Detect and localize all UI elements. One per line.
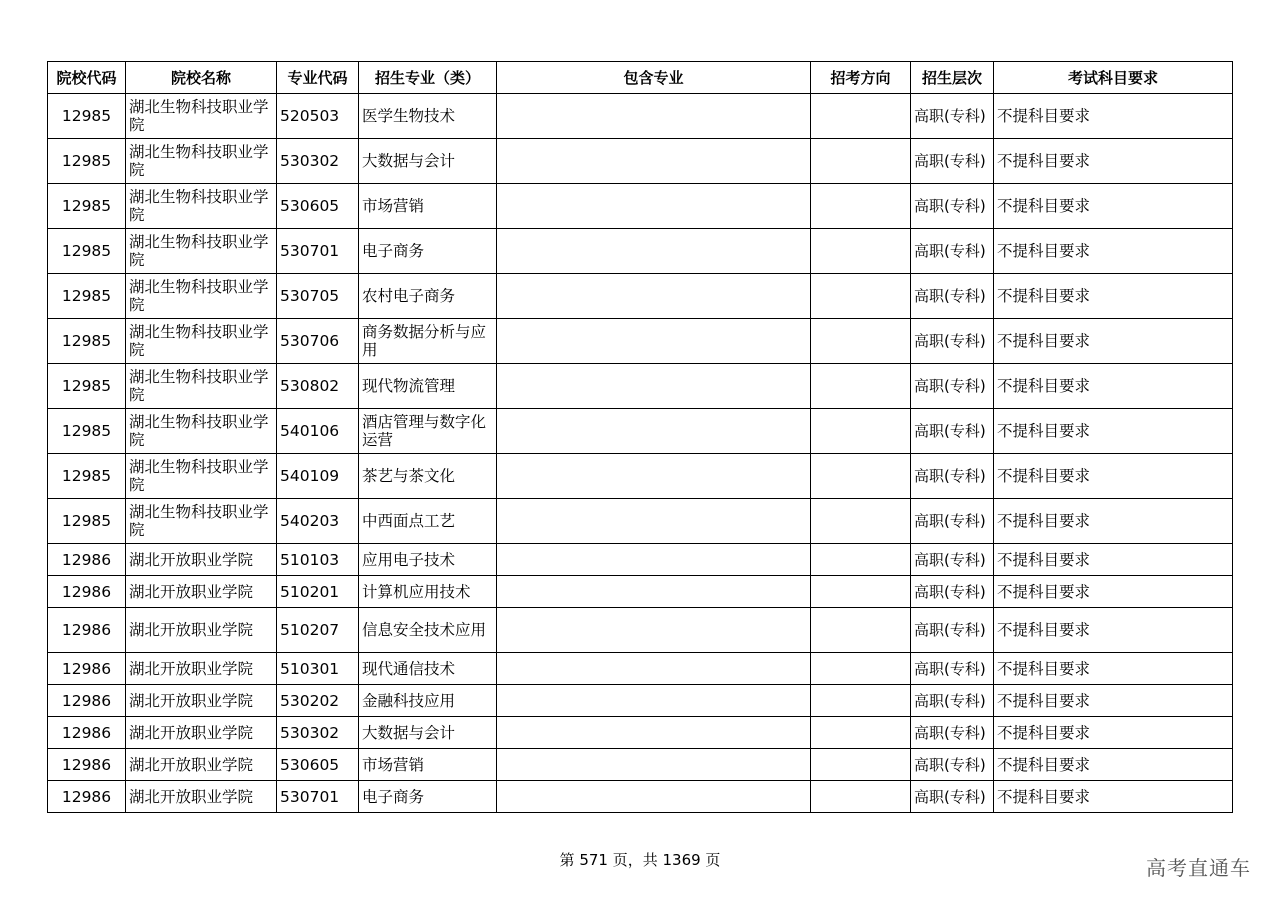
cell-level: 高职(专科) (911, 685, 994, 717)
cell-subject-requirement: 不提科目要求 (994, 319, 1233, 364)
cell-major: 酒店管理与数字化运营 (359, 409, 497, 454)
header-subject-requirement: 考试科目要求 (994, 62, 1233, 94)
cell-school-name: 湖北生物科技职业学院 (126, 229, 277, 274)
cell-school-name: 湖北生物科技职业学院 (126, 139, 277, 184)
cell-major-code: 540106 (277, 409, 359, 454)
cell-school-code: 12986 (48, 653, 126, 685)
cell-major: 茶艺与茶文化 (359, 454, 497, 499)
cell-level: 高职(专科) (911, 781, 994, 813)
cell-subject-requirement: 不提科目要求 (994, 409, 1233, 454)
cell-direction (811, 139, 911, 184)
cell-major-code: 530302 (277, 139, 359, 184)
cell-subject-requirement: 不提科目要求 (994, 781, 1233, 813)
cell-major: 大数据与会计 (359, 139, 497, 184)
cell-school-code: 12985 (48, 274, 126, 319)
cell-level: 高职(专科) (911, 717, 994, 749)
cell-level: 高职(专科) (911, 94, 994, 139)
table-row (48, 653, 1233, 685)
cell-major: 电子商务 (359, 781, 497, 813)
cell-major: 现代物流管理 (359, 364, 497, 409)
cell-direction (811, 685, 911, 717)
cell-school-code: 12985 (48, 94, 126, 139)
cell-major: 市场营销 (359, 184, 497, 229)
table-row (48, 229, 1233, 274)
cell-level: 高职(专科) (911, 544, 994, 576)
cell-direction (811, 608, 911, 653)
table-row (48, 781, 1233, 813)
cell-school-name: 湖北开放职业学院 (126, 544, 277, 576)
watermark: 高考直通车 (1146, 856, 1251, 880)
table-row (48, 749, 1233, 781)
cell-major: 中西面点工艺 (359, 499, 497, 544)
header-major-code: 专业代码 (277, 62, 359, 94)
cell-school-code: 12985 (48, 184, 126, 229)
cell-major-code: 540203 (277, 499, 359, 544)
cell-school-name: 湖北生物科技职业学院 (126, 94, 277, 139)
header-school-name: 院校名称 (126, 62, 277, 94)
cell-included-majors (497, 544, 811, 576)
cell-major-code: 530701 (277, 781, 359, 813)
cell-school-code: 12986 (48, 717, 126, 749)
cell-subject-requirement: 不提科目要求 (994, 608, 1233, 653)
cell-school-code: 12986 (48, 576, 126, 608)
cell-major: 电子商务 (359, 229, 497, 274)
cell-major: 应用电子技术 (359, 544, 497, 576)
cell-school-name: 湖北开放职业学院 (126, 576, 277, 608)
cell-major: 大数据与会计 (359, 717, 497, 749)
cell-major: 信息安全技术应用 (359, 608, 497, 653)
table-row (48, 499, 1233, 544)
cell-school-code: 12986 (48, 749, 126, 781)
cell-subject-requirement: 不提科目要求 (994, 749, 1233, 781)
cell-major-code: 510103 (277, 544, 359, 576)
cell-major-code: 530701 (277, 229, 359, 274)
cell-major-code: 530302 (277, 717, 359, 749)
cell-major: 农村电子商务 (359, 274, 497, 319)
cell-major-code: 530605 (277, 749, 359, 781)
cell-included-majors (497, 454, 811, 499)
cell-level: 高职(专科) (911, 409, 994, 454)
cell-level: 高职(专科) (911, 139, 994, 184)
cell-subject-requirement: 不提科目要求 (994, 229, 1233, 274)
cell-subject-requirement: 不提科目要求 (994, 685, 1233, 717)
cell-school-name: 湖北生物科技职业学院 (126, 184, 277, 229)
cell-subject-requirement: 不提科目要求 (994, 139, 1233, 184)
cell-subject-requirement: 不提科目要求 (994, 717, 1233, 749)
cell-subject-requirement: 不提科目要求 (994, 94, 1233, 139)
cell-subject-requirement: 不提科目要求 (994, 184, 1233, 229)
cell-subject-requirement: 不提科目要求 (994, 499, 1233, 544)
cell-included-majors (497, 749, 811, 781)
table-row (48, 717, 1233, 749)
cell-level: 高职(专科) (911, 576, 994, 608)
cell-school-code: 12986 (48, 781, 126, 813)
cell-direction (811, 544, 911, 576)
cell-major: 商务数据分析与应用 (359, 319, 497, 364)
cell-school-name: 湖北开放职业学院 (126, 608, 277, 653)
cell-direction (811, 454, 911, 499)
cell-direction (811, 576, 911, 608)
cell-school-code: 12985 (48, 364, 126, 409)
cell-level: 高职(专科) (911, 229, 994, 274)
cell-major: 现代通信技术 (359, 653, 497, 685)
cell-included-majors (497, 274, 811, 319)
cell-major: 金融科技应用 (359, 685, 497, 717)
cell-direction (811, 319, 911, 364)
cell-level: 高职(专科) (911, 319, 994, 364)
cell-school-name: 湖北生物科技职业学院 (126, 364, 277, 409)
cell-school-code: 12986 (48, 608, 126, 653)
page-number: 第 571 页，共 1369 页 (559, 851, 721, 869)
cell-included-majors (497, 184, 811, 229)
cell-school-name: 湖北开放职业学院 (126, 717, 277, 749)
table-row (48, 184, 1233, 229)
cell-level: 高职(专科) (911, 749, 994, 781)
cell-included-majors (497, 608, 811, 653)
cell-school-code: 12985 (48, 454, 126, 499)
table-row (48, 364, 1233, 409)
cell-school-code: 12985 (48, 409, 126, 454)
cell-included-majors (497, 499, 811, 544)
cell-included-majors (497, 576, 811, 608)
admission-table (47, 61, 1233, 813)
cell-subject-requirement: 不提科目要求 (994, 454, 1233, 499)
table-row (48, 608, 1233, 653)
cell-major-code: 530605 (277, 184, 359, 229)
cell-direction (811, 409, 911, 454)
cell-level: 高职(专科) (911, 608, 994, 653)
cell-major-code: 530202 (277, 685, 359, 717)
cell-direction (811, 781, 911, 813)
header-direction: 招考方向 (811, 62, 911, 94)
cell-direction (811, 274, 911, 319)
cell-school-name: 湖北生物科技职业学院 (126, 499, 277, 544)
table-row (48, 544, 1233, 576)
cell-subject-requirement: 不提科目要求 (994, 274, 1233, 319)
table-row (48, 94, 1233, 139)
cell-included-majors (497, 685, 811, 717)
cell-direction (811, 364, 911, 409)
cell-direction (811, 184, 911, 229)
header-major: 招生专业（类） (359, 62, 497, 94)
cell-school-name: 湖北开放职业学院 (126, 685, 277, 717)
cell-school-code: 12986 (48, 544, 126, 576)
table-row (48, 139, 1233, 184)
cell-school-code: 12985 (48, 229, 126, 274)
cell-school-name: 湖北生物科技职业学院 (126, 274, 277, 319)
table-row (48, 409, 1233, 454)
cell-subject-requirement: 不提科目要求 (994, 544, 1233, 576)
cell-school-code: 12985 (48, 499, 126, 544)
cell-included-majors (497, 94, 811, 139)
cell-major: 计算机应用技术 (359, 576, 497, 608)
table-body (48, 94, 1233, 813)
cell-major-code: 530706 (277, 319, 359, 364)
cell-major-code: 530802 (277, 364, 359, 409)
table-row (48, 454, 1233, 499)
table-row (48, 274, 1233, 319)
cell-school-name: 湖北生物科技职业学院 (126, 319, 277, 364)
cell-major-code: 510201 (277, 576, 359, 608)
cell-major-code: 520503 (277, 94, 359, 139)
cell-level: 高职(专科) (911, 454, 994, 499)
cell-major: 医学生物技术 (359, 94, 497, 139)
cell-major-code: 510207 (277, 608, 359, 653)
cell-level: 高职(专科) (911, 499, 994, 544)
cell-school-code: 12986 (48, 685, 126, 717)
cell-school-name: 湖北开放职业学院 (126, 781, 277, 813)
header-included-majors: 包含专业 (497, 62, 811, 94)
table-row (48, 576, 1233, 608)
cell-school-name: 湖北生物科技职业学院 (126, 409, 277, 454)
cell-direction (811, 717, 911, 749)
cell-major: 市场营销 (359, 749, 497, 781)
header-row (48, 62, 1233, 94)
cell-included-majors (497, 229, 811, 274)
cell-direction (811, 749, 911, 781)
cell-major-code: 540109 (277, 454, 359, 499)
cell-school-code: 12985 (48, 139, 126, 184)
cell-included-majors (497, 364, 811, 409)
cell-direction (811, 653, 911, 685)
cell-direction (811, 94, 911, 139)
cell-school-name: 湖北生物科技职业学院 (126, 454, 277, 499)
cell-included-majors (497, 653, 811, 685)
table-row (48, 685, 1233, 717)
cell-level: 高职(专科) (911, 653, 994, 685)
header-school-code: 院校代码 (48, 62, 126, 94)
cell-school-name: 湖北开放职业学院 (126, 749, 277, 781)
cell-included-majors (497, 717, 811, 749)
cell-included-majors (497, 139, 811, 184)
cell-direction (811, 229, 911, 274)
cell-subject-requirement: 不提科目要求 (994, 653, 1233, 685)
cell-school-code: 12985 (48, 319, 126, 364)
cell-level: 高职(专科) (911, 364, 994, 409)
cell-included-majors (497, 409, 811, 454)
cell-level: 高职(专科) (911, 274, 994, 319)
table-row (48, 319, 1233, 364)
cell-included-majors (497, 781, 811, 813)
header-level: 招生层次 (911, 62, 994, 94)
cell-level: 高职(专科) (911, 184, 994, 229)
cell-included-majors (497, 319, 811, 364)
cell-school-name: 湖北开放职业学院 (126, 653, 277, 685)
cell-subject-requirement: 不提科目要求 (994, 364, 1233, 409)
cell-major-code: 530705 (277, 274, 359, 319)
cell-major-code: 510301 (277, 653, 359, 685)
cell-direction (811, 499, 911, 544)
cell-subject-requirement: 不提科目要求 (994, 576, 1233, 608)
